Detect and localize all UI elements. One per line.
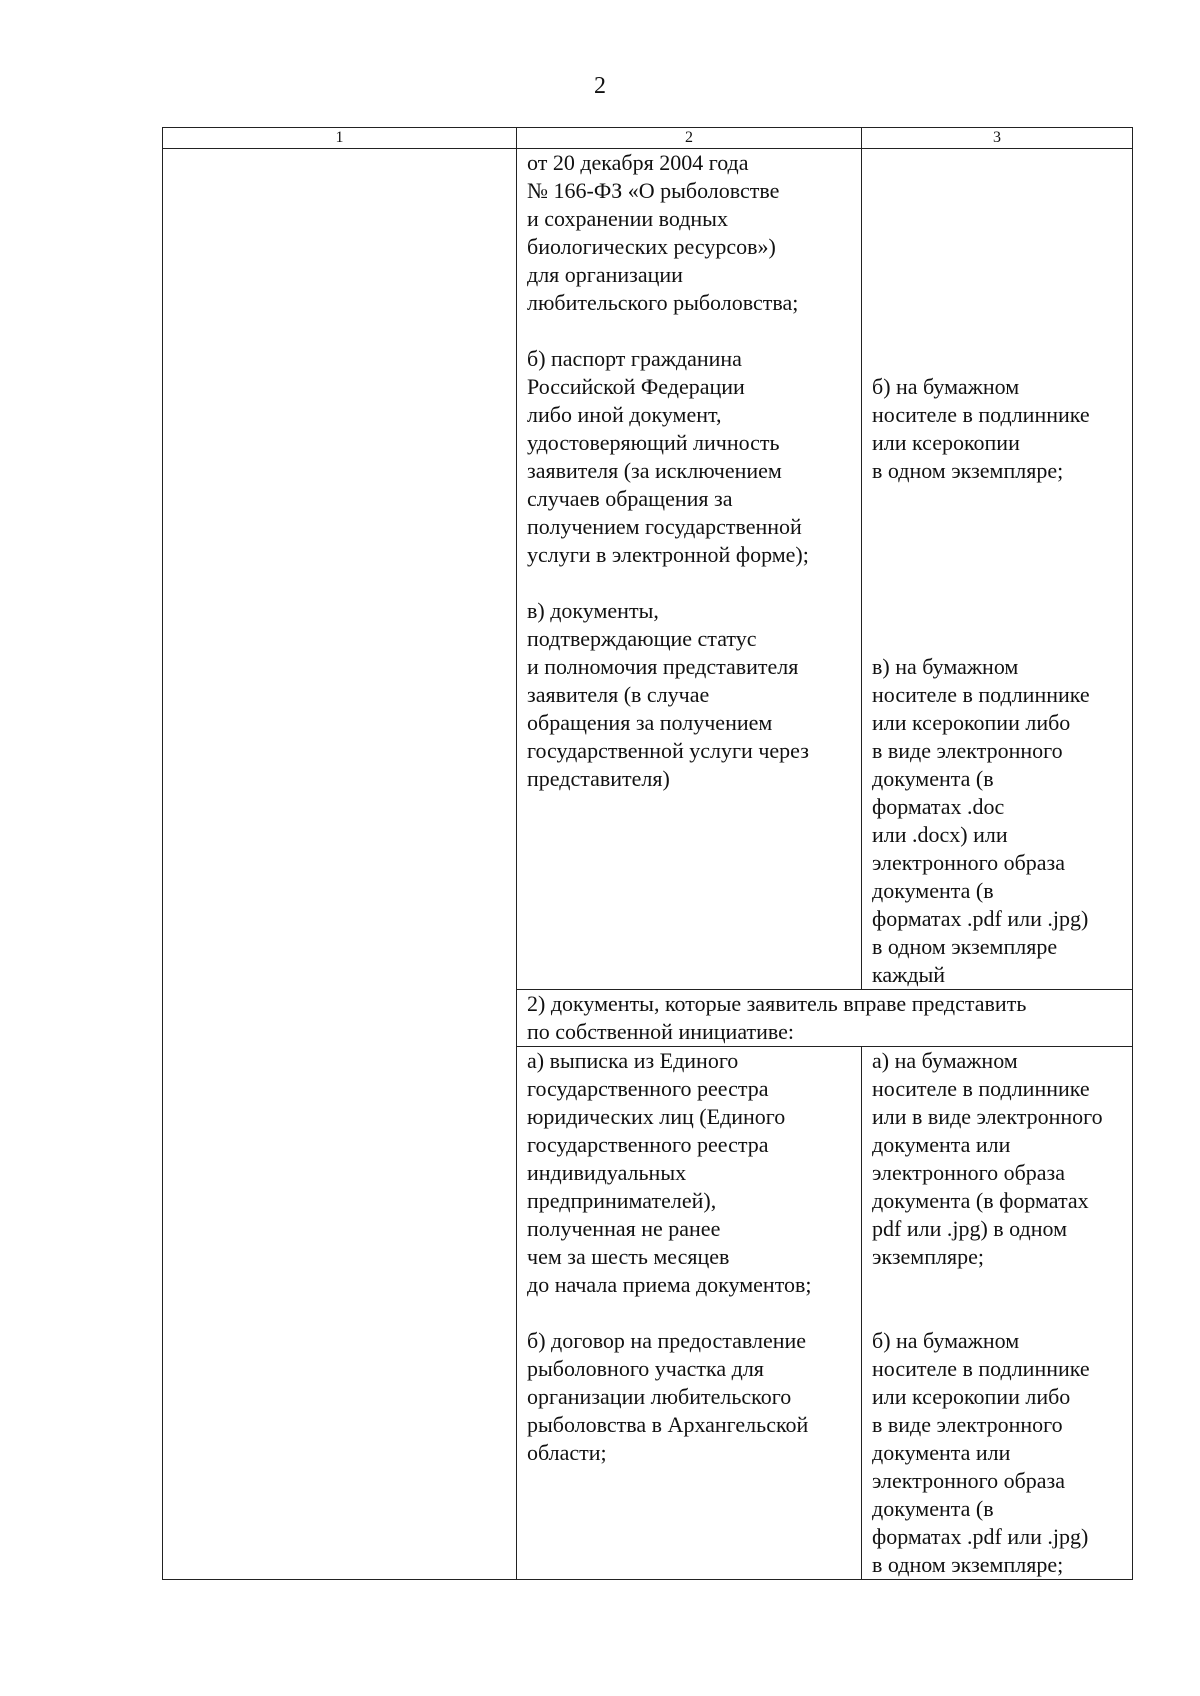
representative-item-text: в) документы, подтверждающие статус и полномочия представителя заявителя (в случае обращения за получением государственной услуги через представителя) — [527, 598, 809, 791]
passport-item-text: б) паспорт гражданина Российской Федерации либо иной документ, удостоверяющий личность заявителя (за исключением случаев обращения за получением государственной услуги в электронной форме); — [527, 346, 809, 567]
documents-cell — [517, 149, 862, 990]
passport-format-text: б) на бумажном носителе в подлиннике или ксерокопии в одном экземпляре; — [872, 374, 1090, 483]
representative-format-text: в) на бумажном носителе в подлиннике или ксерокопии либо в виде электронного документа (в форматах .doc или .docx) или электронного образа документа (в форматах .pdf или .jpg) в одном экземпляре каждый — [872, 654, 1090, 987]
registry-extract-item-text: а) выписка из Единого государственного реестра юридических лиц (Единого государственного реестра индивидуальных предпринимателей), полученная не ранее чем за шесть месяцев до начала приема документов; — [527, 1048, 812, 1297]
table-header-row — [163, 128, 1133, 149]
law-reference-text: от 20 декабря 2004 года № 166-ФЗ «О рыболовстве и сохранении водных биологических ресурсов») для организации любительского рыболовства; — [527, 150, 799, 315]
registry-extract-format-text: а) на бумажном носителе в подлиннике или в виде электронного документа или электронного образа документа (в форматах pdf или .jpg) в одном экземпляре; — [872, 1048, 1103, 1269]
column-header-3: 3 — [862, 128, 1133, 149]
format-cell — [862, 1047, 1133, 1580]
contract-item-text: б) договор на предоставление рыболовного участка для организации любительского рыболовства в Архангельской области; — [527, 1328, 809, 1465]
format-cell — [862, 149, 1133, 990]
empty-first-column-cell — [163, 149, 517, 1580]
column-header-1: 1 — [163, 128, 517, 149]
table-row — [163, 149, 1133, 990]
contract-format-text: б) на бумажном носителе в подлиннике или ксерокопии либо в виде электронного документа или электронного образа документа (в форматах .pdf или .jpg) в одном экземпляре; — [872, 1328, 1090, 1577]
optional-documents-heading: 2) документы, которые заявитель вправе представить по собственной инициативе: — [517, 990, 1133, 1047]
column-header-2: 2 — [517, 128, 862, 149]
documents-cell — [517, 1047, 862, 1580]
requirements-table — [162, 127, 1133, 1580]
page-number: 2 — [594, 73, 606, 99]
